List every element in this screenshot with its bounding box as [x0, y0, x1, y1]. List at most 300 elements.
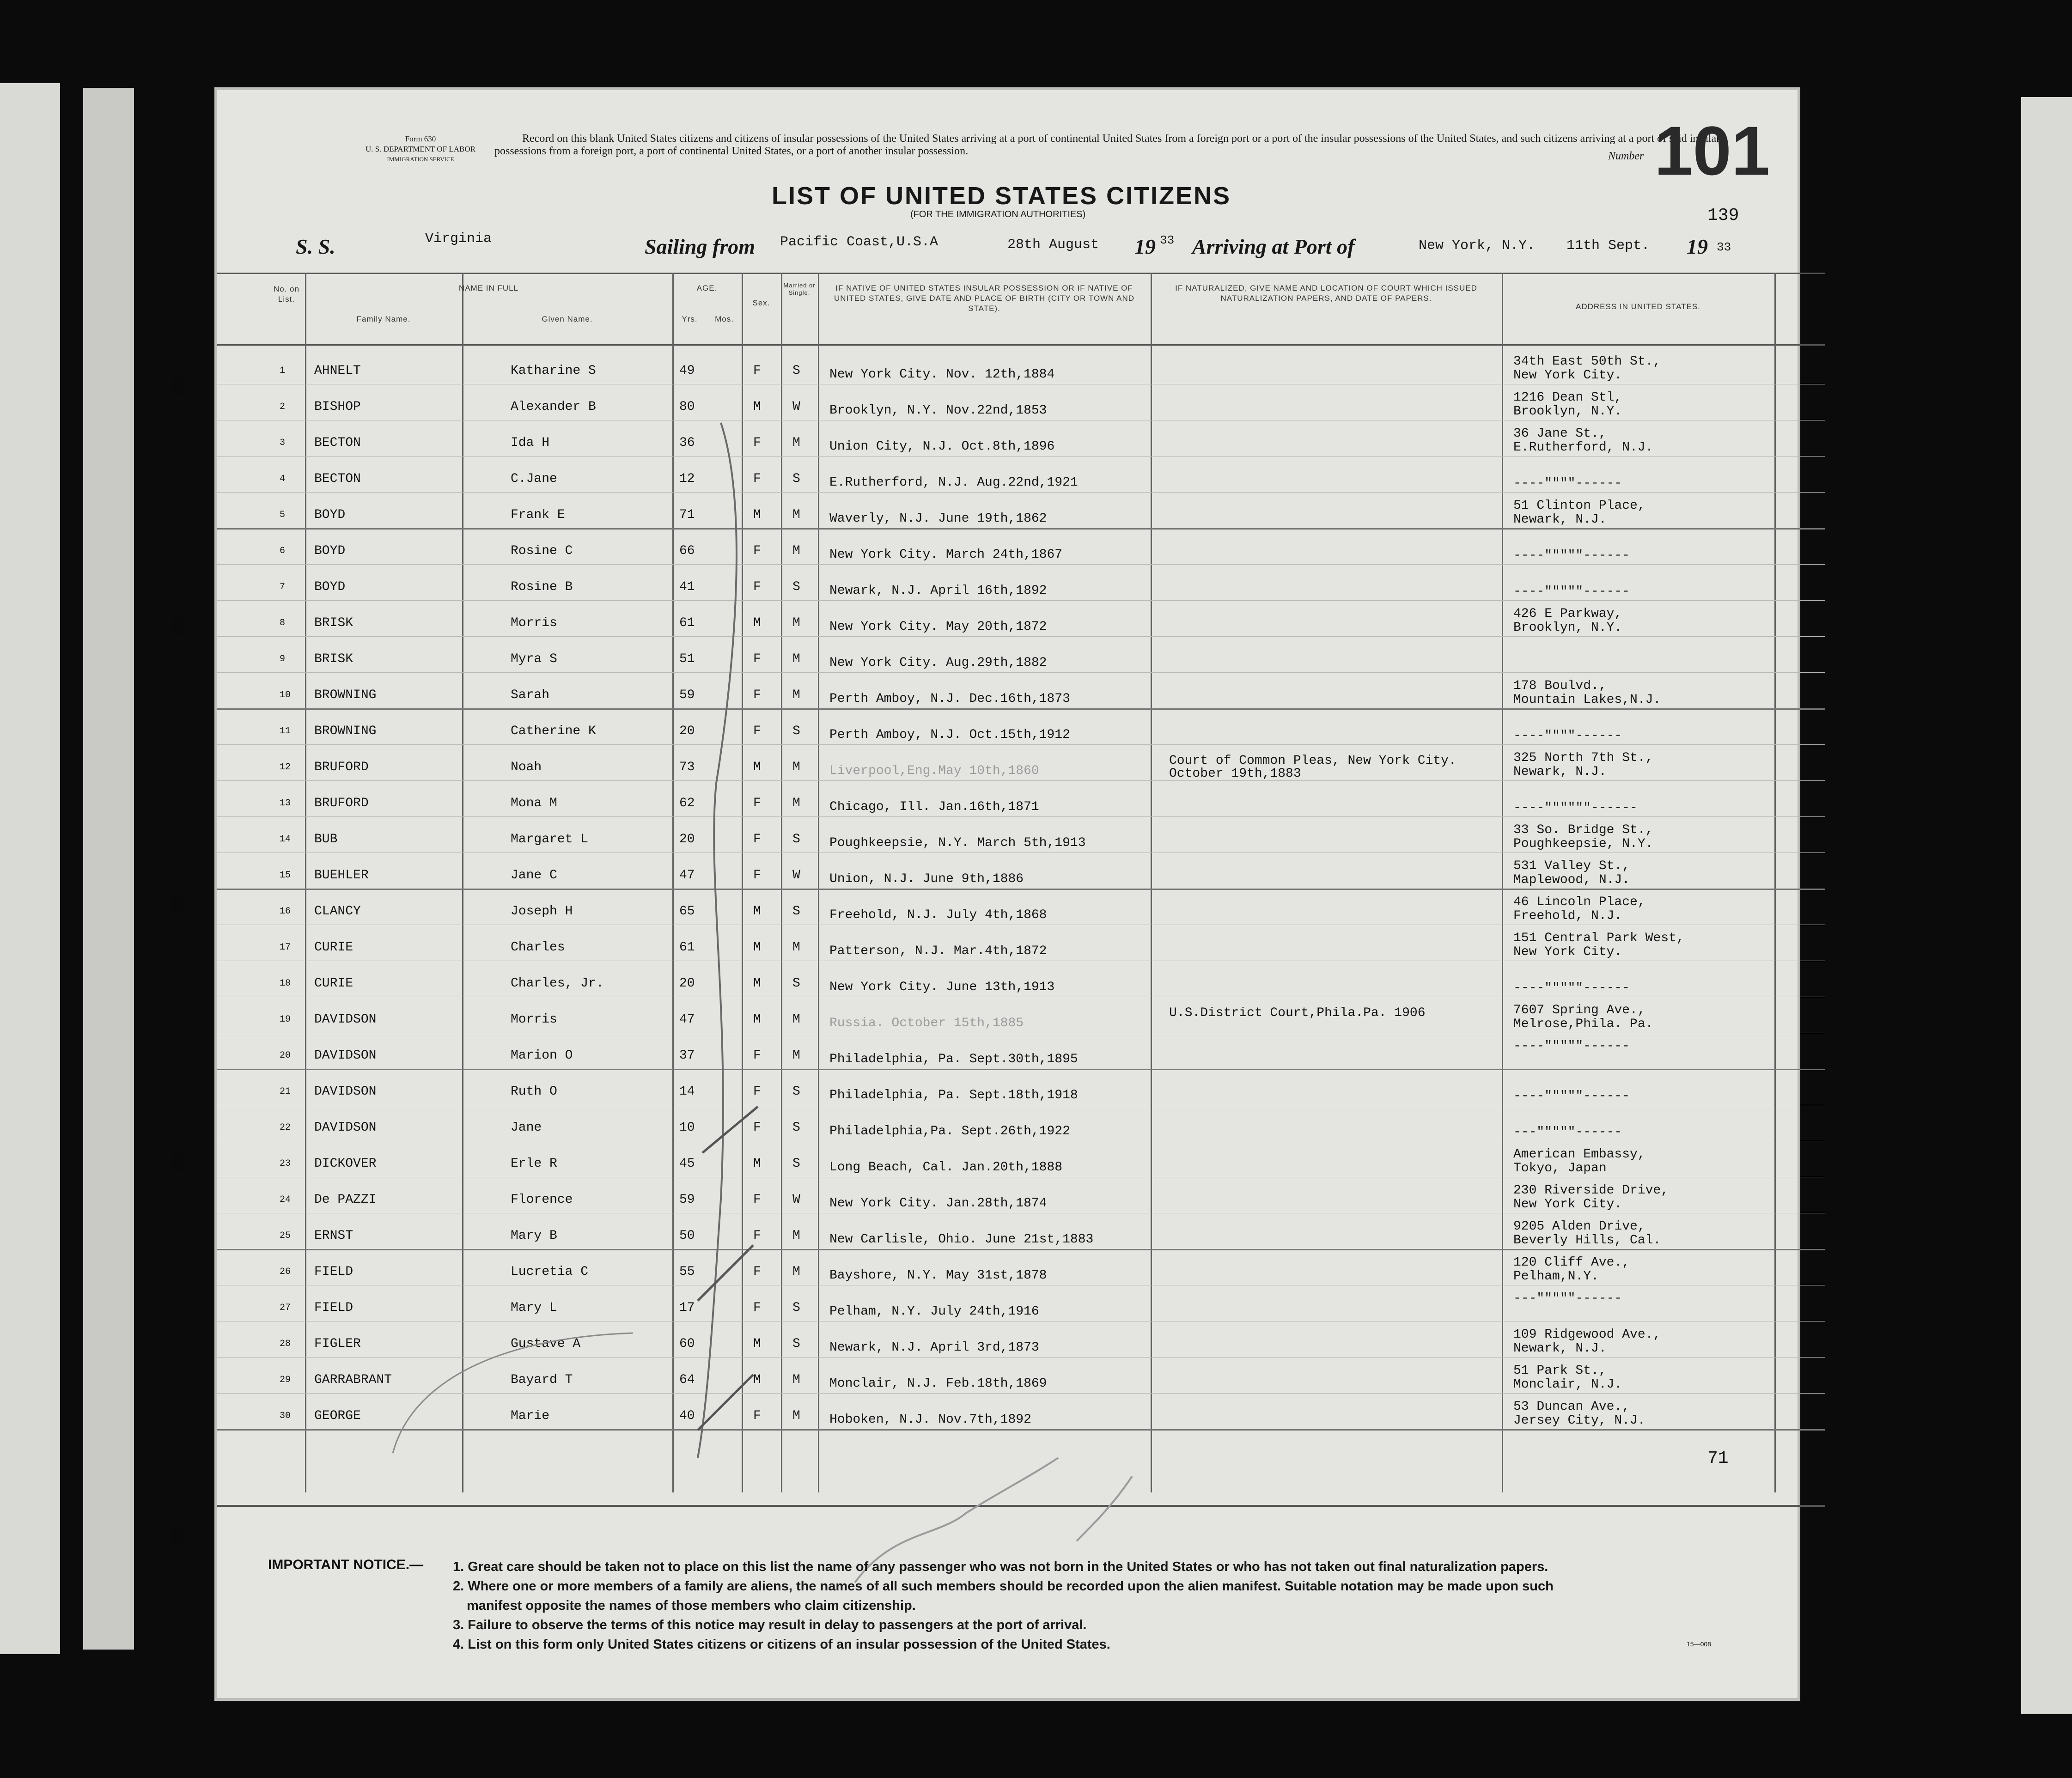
marital-status: S	[792, 1084, 800, 1099]
adjacent-page-left	[0, 83, 60, 1654]
marital-status: M	[792, 1265, 800, 1279]
given-name: Catherine K	[511, 724, 596, 738]
family-name: FIELD	[314, 1265, 353, 1279]
sex: M	[753, 1373, 761, 1387]
family-name: BOYD	[314, 508, 346, 522]
row-number: 23	[280, 1158, 291, 1169]
birth-place-date: New York City. May 20th,1872	[829, 620, 1047, 634]
sex: F	[753, 364, 761, 378]
binder-hole	[171, 1527, 185, 1547]
birth-place-date: Liverpool,Eng.May 10th,1860	[829, 764, 1039, 778]
sex: M	[753, 400, 761, 414]
header-years: Yrs.	[682, 315, 698, 323]
birth-place-date: Russia. October 15th,1885	[829, 1016, 1024, 1030]
family-name: DICKOVER	[314, 1157, 377, 1171]
given-name: Charles, Jr.	[511, 976, 604, 991]
row-number: 30	[280, 1411, 291, 1421]
family-name: CLANCY	[314, 904, 361, 919]
address-line2: Maplewood, N.J.	[1513, 873, 1630, 887]
birth-place-date: Poughkeepsie, N.Y. March 5th,1913	[829, 836, 1086, 850]
row-number: 9	[280, 654, 286, 664]
arriving-date: 11th Sept.	[1566, 238, 1650, 254]
family-name: DAVIDSON	[314, 1084, 377, 1099]
page-subtitle: (FOR THE IMMIGRATION AUTHORITIES)	[910, 209, 1086, 219]
number-label: Number	[1608, 150, 1644, 162]
address-line2: Mountain Lakes,N.J.	[1513, 693, 1661, 707]
age-years: 20	[679, 724, 695, 738]
given-name: Mona M	[511, 796, 557, 810]
given-name: Marion O	[511, 1048, 573, 1063]
age-years: 65	[679, 904, 695, 919]
total-count: 71	[1707, 1449, 1729, 1468]
handwritten-marks	[217, 90, 1798, 1698]
family-name: DAVIDSON	[314, 1120, 377, 1135]
marital-status: S	[792, 904, 800, 919]
sex: F	[753, 868, 761, 883]
age-years: 36	[679, 436, 695, 450]
service-name: IMMIGRATION SERVICE	[387, 156, 454, 163]
age-years: 66	[679, 544, 695, 558]
marital-status: M	[792, 940, 800, 955]
address-line1: 51 Clinton Place,	[1513, 499, 1645, 513]
sex: F	[753, 1048, 761, 1063]
birth-place-date: Pelham, N.Y. July 24th,1916	[829, 1304, 1039, 1319]
family-name: AHNELT	[314, 364, 361, 378]
marital-status: M	[792, 688, 800, 702]
page-reference: 139	[1707, 206, 1739, 225]
sex: F	[753, 1084, 761, 1099]
intro-text: Record on this blank United States citizens and citizens of insular possessions of the United States arriving at a port of continental United States from a foreign port or a port of the insular possessions of the United States, and such citizens arriving at a port of said insular possessions from a foreign port, a port of continental United States, or a port of another insular possession.	[494, 133, 1720, 157]
row-number: 13	[280, 798, 291, 809]
marital-status: S	[792, 724, 800, 738]
given-name: Jane	[511, 1120, 542, 1135]
address-line2: ----"""""------	[1513, 548, 1630, 563]
form-number: Form 630	[405, 134, 436, 143]
row-number: 28	[280, 1339, 291, 1349]
sailing-year-label: 19	[1134, 235, 1156, 258]
marital-status: S	[792, 1337, 800, 1351]
row-number: 15	[280, 870, 291, 881]
given-name: Bayard T	[511, 1373, 573, 1387]
address-line1: 9205 Alden Drive,	[1513, 1219, 1645, 1234]
given-name: Ruth O	[511, 1084, 557, 1099]
family-name: De PAZZI	[314, 1193, 377, 1207]
binder-hole	[171, 894, 185, 913]
row-number: 10	[280, 690, 291, 700]
arriving-label: Arriving at Port of	[1192, 235, 1355, 258]
birth-place-date: Hoboken, N.J. Nov.7th,1892	[829, 1413, 1031, 1427]
arriving-year: 33	[1717, 240, 1731, 254]
header-family-name: Family Name.	[356, 315, 411, 323]
age-years: 10	[679, 1120, 695, 1135]
given-name: Lucretia C	[511, 1265, 589, 1279]
row-number: 11	[280, 726, 291, 737]
ship-name: Virginia	[425, 231, 492, 247]
sex: F	[753, 1120, 761, 1135]
row-number: 2	[280, 402, 286, 412]
sex: M	[753, 1337, 761, 1351]
notice-item: 1. Great care should be taken not to place on this list the name of any passenger who was not born in the United States or who has not taken out final naturalization papers.	[453, 1559, 1548, 1574]
age-years: 49	[679, 364, 695, 378]
row-number: 16	[280, 906, 291, 917]
marital-status: S	[792, 580, 800, 594]
marital-status: W	[792, 868, 800, 883]
birth-place-date: New York City. June 13th,1913	[829, 980, 1055, 994]
binder-hole	[171, 1153, 185, 1172]
naturalization-court: U.S.District Court,Phila.Pa. 1906	[1169, 1006, 1426, 1020]
age-years: 80	[679, 400, 695, 414]
binder-hole	[171, 377, 185, 396]
sex: M	[753, 1157, 761, 1171]
birth-place-date: E.Rutherford, N.J. Aug.22nd,1921	[829, 475, 1078, 490]
address-line1: ---"""""------	[1513, 1291, 1622, 1306]
address-line2: Newark, N.J.	[1513, 512, 1607, 527]
marital-status: M	[792, 652, 800, 666]
sailing-year: 33	[1160, 233, 1175, 247]
birth-place-date: Patterson, N.J. Mar.4th,1872	[829, 944, 1047, 958]
marital-status: M	[792, 760, 800, 774]
family-name: BROWNING	[314, 724, 377, 738]
header-given-name: Given Name.	[542, 315, 593, 323]
notice-heading: IMPORTANT NOTICE.—	[268, 1557, 424, 1572]
address-line1: 151 Central Park West,	[1513, 931, 1684, 945]
age-years: 17	[679, 1301, 695, 1315]
given-name: Erle R	[511, 1157, 557, 1171]
sex: F	[753, 472, 761, 486]
sex: M	[753, 940, 761, 955]
ss-label: S. S.	[296, 235, 335, 258]
given-name: Mary B	[511, 1229, 557, 1243]
age-years: 20	[679, 976, 695, 991]
address-line2: Jersey City, N.J.	[1513, 1413, 1645, 1428]
arriving-year-label: 19	[1687, 235, 1708, 258]
sex: M	[753, 976, 761, 991]
sex: F	[753, 652, 761, 666]
given-name: Ida H	[511, 436, 550, 450]
address-line2: Pelham,N.Y.	[1513, 1269, 1599, 1284]
family-name: BUB	[314, 832, 338, 846]
age-years: 59	[679, 688, 695, 702]
marital-status: M	[792, 436, 800, 450]
notice-list	[453, 1557, 1788, 1654]
row-number: 27	[280, 1303, 291, 1313]
address-line1: 36 Jane St.,	[1513, 426, 1607, 441]
address-line2: New York City.	[1513, 945, 1622, 959]
marital-status: M	[792, 544, 800, 558]
given-name: Morris	[511, 1012, 557, 1027]
address-line2: Freehold, N.J.	[1513, 909, 1622, 923]
sex: M	[753, 1012, 761, 1027]
marital-status: M	[792, 1409, 800, 1423]
row-number: 20	[280, 1050, 291, 1061]
family-name: BISHOP	[314, 400, 361, 414]
address-line2: Monclair, N.J.	[1513, 1377, 1622, 1392]
given-name: Alexander B	[511, 400, 596, 414]
sailing-from-value: Pacific Coast,U.S.A	[780, 234, 938, 250]
header-address: ADDRESS IN UNITED STATES.	[1576, 302, 1700, 311]
address-line2: Brooklyn, N.Y.	[1513, 404, 1622, 419]
pencil-stroke	[393, 1333, 633, 1453]
age-years: 55	[679, 1265, 695, 1279]
marital-status: M	[792, 616, 800, 630]
given-name: Frank E	[511, 508, 565, 522]
row-number: 7	[280, 582, 286, 592]
family-name: BECTON	[314, 436, 361, 450]
adjacent-page-right	[2021, 97, 2072, 1714]
row-number: 8	[280, 618, 286, 628]
row-number: 18	[280, 978, 291, 989]
header-months: Mos.	[715, 315, 734, 323]
birth-place-date: Perth Amboy, N.J. Oct.15th,1912	[829, 728, 1070, 742]
marital-status: M	[792, 1012, 800, 1027]
age-years: 59	[679, 1193, 695, 1207]
header-no: No. on List.	[273, 285, 300, 304]
department-name: U. S. DEPARTMENT OF LABOR	[366, 145, 475, 153]
row-number: 1	[280, 365, 286, 376]
header-naturalized: IF NATURALIZED, GIVE NAME AND LOCATION OF COURT WHICH ISSUED NATURALIZATION PAPERS, AND DATE OF PAPERS.	[1175, 284, 1477, 303]
family-name: BRISK	[314, 616, 353, 630]
age-years: 61	[679, 940, 695, 955]
marital-status: S	[792, 1301, 800, 1315]
age-years: 41	[679, 580, 695, 594]
family-name: BRUFORD	[314, 796, 369, 810]
marital-status: M	[792, 1229, 800, 1243]
birth-place-date: Perth Amboy, N.J. Dec.16th,1873	[829, 692, 1070, 706]
age-years: 45	[679, 1157, 695, 1171]
address-line2: Melrose,Phila. Pa.	[1513, 1017, 1653, 1031]
address-line2: Brooklyn, N.Y.	[1513, 621, 1622, 635]
family-name: FIELD	[314, 1301, 353, 1315]
sex: F	[753, 688, 761, 702]
birth-place-date: Chicago, Ill. Jan.16th,1871	[829, 800, 1039, 814]
given-name: Katharine S	[511, 364, 596, 378]
family-name: GARRABRANT	[314, 1373, 392, 1387]
row-number: 17	[280, 942, 291, 953]
row-number: 25	[280, 1230, 291, 1241]
address-line1: ----"""""------	[1513, 1039, 1630, 1053]
age-years: 51	[679, 652, 695, 666]
age-years: 12	[679, 472, 695, 486]
sex: F	[753, 832, 761, 846]
header-age: AGE.	[696, 284, 718, 292]
row-number: 24	[280, 1194, 291, 1205]
birth-place-date: Philadelphia, Pa. Sept.18th,1918	[829, 1088, 1078, 1102]
sex: F	[753, 1409, 761, 1423]
sex: M	[753, 616, 761, 630]
birth-place-date: New York City. Aug.29th,1882	[829, 656, 1047, 670]
address-line2: Beverly Hills, Cal.	[1513, 1233, 1661, 1248]
address-line1: 51 Park St.,	[1513, 1364, 1607, 1378]
birth-place-date: Union, N.J. June 9th,1886	[829, 872, 1024, 886]
sailing-from-label: Sailing from	[645, 235, 756, 258]
marital-status: S	[792, 832, 800, 846]
address-line2: ----""""""------	[1513, 801, 1638, 815]
given-name: Joseph H	[511, 904, 573, 919]
family-name: CURIE	[314, 940, 353, 955]
sex: M	[753, 508, 761, 522]
birth-place-date: New York City. March 24th,1867	[829, 548, 1063, 562]
sex: F	[753, 796, 761, 810]
row-number: 12	[280, 762, 291, 773]
birth-place-date: Brooklyn, N.Y. Nov.22nd,1853	[829, 403, 1047, 418]
given-name: Marie	[511, 1409, 550, 1423]
marital-status: W	[792, 1193, 800, 1207]
address-line2: ----""""------	[1513, 729, 1622, 743]
family-name: BROWNING	[314, 688, 377, 702]
birth-place-date: Bayshore, N.Y. May 31st,1878	[829, 1268, 1047, 1283]
given-name: Charles	[511, 940, 565, 955]
notice-item: manifest opposite the names of those members who claim citizenship.	[467, 1598, 916, 1613]
family-name: BOYD	[314, 580, 346, 594]
row-number: 6	[280, 546, 286, 556]
sex: F	[753, 436, 761, 450]
sex: M	[753, 904, 761, 919]
notice-item: 2. Where one or more members of a family are aliens, the names of all such members should be recorded upon the alien manifest. Suitable notation may be made upon such	[453, 1579, 1554, 1594]
marital-status: S	[792, 1157, 800, 1171]
manifest-page	[217, 90, 1798, 1698]
birth-place-date: Waverly, N.J. June 19th,1862	[829, 511, 1047, 526]
family-name: BRISK	[314, 652, 353, 666]
row-number: 26	[280, 1267, 291, 1277]
address-line2: E.Rutherford, N.J.	[1513, 440, 1653, 455]
birth-place-date: New Carlisle, Ohio. June 21st,1883	[829, 1232, 1094, 1247]
adjacent-page-left-inner	[83, 88, 134, 1650]
address-line2: Newark, N.J.	[1513, 765, 1607, 779]
given-name: Sarah	[511, 688, 550, 702]
marital-status: M	[792, 1048, 800, 1063]
given-name: Morris	[511, 616, 557, 630]
row-number: 3	[280, 438, 286, 448]
age-years: 62	[679, 796, 695, 810]
birth-place-date: Newark, N.J. April 3rd,1873	[829, 1340, 1039, 1355]
marital-status: M	[792, 508, 800, 522]
notice-item: 3. Failure to observe the terms of this notice may result in delay to passengers at the port of arrival.	[453, 1618, 1087, 1632]
age-years: 61	[679, 616, 695, 630]
header-married: Married or Single.	[783, 282, 816, 296]
birth-place-date: Philadelphia,Pa. Sept.26th,1922	[829, 1124, 1070, 1139]
age-years: 73	[679, 760, 695, 774]
family-name: BECTON	[314, 472, 361, 486]
address-line2: New York City.	[1513, 1197, 1622, 1212]
birth-place-date: New York City. Jan.28th,1874	[829, 1196, 1047, 1211]
sex: F	[753, 724, 761, 738]
address-line2: ----""""------	[1513, 476, 1622, 491]
sex: F	[753, 1301, 761, 1315]
age-years: 40	[679, 1409, 695, 1423]
row-number: 22	[280, 1122, 291, 1133]
family-name: BOYD	[314, 544, 346, 558]
sex: F	[753, 1265, 761, 1279]
row-number: 29	[280, 1375, 291, 1385]
birth-place-date: Newark, N.J. April 16th,1892	[829, 584, 1047, 598]
header-sex: Sex.	[752, 298, 770, 307]
given-name: Gustave A	[511, 1337, 581, 1351]
address-line2: New York City.	[1513, 368, 1622, 383]
address-line2: ----"""""------	[1513, 1089, 1630, 1103]
birth-place-date: New York City. Nov. 12th,1884	[829, 367, 1055, 382]
age-years: 20	[679, 832, 695, 846]
sex: F	[753, 1193, 761, 1207]
marital-status: M	[792, 796, 800, 810]
marital-status: S	[792, 472, 800, 486]
family-name: FIGLER	[314, 1337, 361, 1351]
address-line1: 46 Lincoln Place,	[1513, 895, 1645, 909]
list-number: 101	[1654, 112, 1770, 189]
given-name: Margaret L	[511, 832, 589, 846]
given-name: Rosine B	[511, 580, 573, 594]
address-line2: ----"""""------	[1513, 585, 1630, 599]
age-years: 64	[679, 1373, 695, 1387]
given-name: C.Jane	[511, 472, 557, 486]
address-line1: 53 Duncan Ave.,	[1513, 1400, 1630, 1414]
given-name: Florence	[511, 1193, 573, 1207]
sex: F	[753, 580, 761, 594]
naturalization-court: Court of Common Pleas, New York City.	[1169, 754, 1456, 768]
address-line1: 120 Cliff Ave.,	[1513, 1255, 1630, 1270]
row-number: 21	[280, 1086, 291, 1097]
naturalization-date: October 19th,1883	[1169, 767, 1301, 781]
row-number: 4	[280, 474, 286, 484]
family-name: CURIE	[314, 976, 353, 991]
age-years: 47	[679, 1012, 695, 1027]
age-years: 60	[679, 1337, 695, 1351]
address-line1: 178 Boulvd.,	[1513, 679, 1607, 693]
address-line1: 230 Riverside Drive,	[1513, 1183, 1669, 1198]
address-line1: 33 So. Bridge St.,	[1513, 823, 1653, 837]
given-name: Jane C	[511, 868, 557, 883]
address-line1: 531 Valley St.,	[1513, 859, 1630, 873]
sex: F	[753, 1229, 761, 1243]
family-name: ERNST	[314, 1229, 353, 1243]
marital-status: W	[792, 400, 800, 414]
family-name: GEORGE	[314, 1409, 361, 1423]
arriving-port: New York, N.Y.	[1419, 238, 1536, 254]
address-line1: 109 Ridgewood Ave.,	[1513, 1327, 1661, 1342]
header-birth: IF NATIVE OF UNITED STATES INSULAR POSSESSION OR IF NATIVE OF UNITED STATES, GIVE DATE AND PLACE OF BIRTH (CITY OR TOWN AND STATE).	[834, 284, 1135, 313]
address-line1: 325 North 7th St.,	[1513, 751, 1653, 765]
family-name: BRUFORD	[314, 760, 369, 774]
address-line1: 7607 Spring Ave.,	[1513, 1003, 1645, 1017]
sex: M	[753, 760, 761, 774]
birth-place-date: Philadelphia, Pa. Sept.30th,1895	[829, 1052, 1078, 1066]
age-years: 47	[679, 868, 695, 883]
age-years: 37	[679, 1048, 695, 1063]
row-number: 5	[280, 510, 286, 520]
age-years: 71	[679, 508, 695, 522]
marital-status: S	[792, 1120, 800, 1135]
address-line2: Poughkeepsie, N.Y.	[1513, 837, 1653, 851]
age-years: 14	[679, 1084, 695, 1099]
age-years: 50	[679, 1229, 695, 1243]
marital-status: S	[792, 364, 800, 378]
notice-item: 4. List on this form only United States citizens or citizens of an insular possession of the United States.	[453, 1637, 1110, 1652]
address-line1: 426 E Parkway,	[1513, 607, 1622, 621]
marital-status: M	[792, 1373, 800, 1387]
page-title: LIST OF UNITED STATES CITIZENS	[772, 182, 1231, 210]
birth-place-date: Freehold, N.J. July 4th,1868	[829, 908, 1047, 922]
row-number: 14	[280, 834, 291, 845]
address-line2: Newark, N.J.	[1513, 1341, 1607, 1356]
sex: F	[753, 544, 761, 558]
header-name-in-full: NAME IN FULL	[458, 284, 519, 292]
given-name: Myra S	[511, 652, 557, 666]
address-line2: ---"""""------	[1513, 1125, 1622, 1139]
birth-place-date: Monclair, N.J. Feb.18th,1869	[829, 1376, 1047, 1391]
birth-place-date: Union City, N.J. Oct.8th,1896	[829, 439, 1055, 454]
row-number: 19	[280, 1014, 291, 1025]
birth-place-date: Long Beach, Cal. Jan.20th,1888	[829, 1160, 1063, 1175]
given-name: Rosine C	[511, 544, 573, 558]
